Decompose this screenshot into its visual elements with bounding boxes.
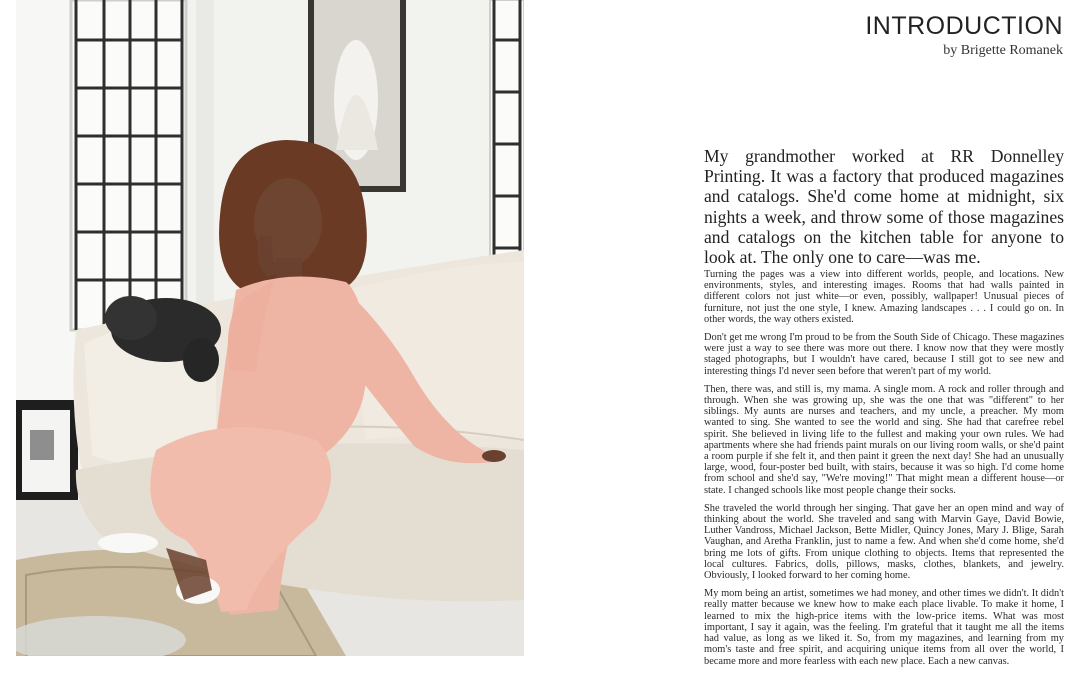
- window-right: [490, 0, 524, 270]
- page-title: INTRODUCTION: [865, 12, 1063, 40]
- author-byline: by Brigette Romanek: [943, 43, 1063, 58]
- article-body: [704, 269, 1064, 674]
- body-paragraph: Don't get me wrong I'm proud to be from the South Side of Chicago. These magazines were just a way to see there was more out there. I know now that they were mostly staged photographs, but I wouldn't have cared, because I still got to see new and interesting things I'd never seen before that weren't part of my world.: [704, 332, 1064, 377]
- body-paragraph: She traveled the world through her singing. That gave her an open mind and way of thinking about the world. She traveled and sang with Marvin Gaye, David Bowie, Luther Vandross, Michael Jackson, Bette Midler, Quincy Jones, Mary J. Blige, Sarah Vaughan, and Aretha Franklin, just to name a few. And when she'd come home, she'd bring me lots of gifts. From unique clothing to objects. Items that represented the local cultures. Fabrics, dolls, pillows, masks, clothes, blankets, and jewelry. Obviously, I looked forward to her coming home.: [704, 502, 1064, 582]
- body-paragraph: Turning the pages was a view into different worlds, people, and locations. New environments, styles, and interesting images. Rooms that had walls painted in different colors not just white—or even, possibly, wallpaper! Unusual pieces of furniture, not just the one style, I knew. Amazing landscapes . . . I could go on. In other words, the way others existed.: [704, 269, 1064, 325]
- portrait-photo: [16, 0, 524, 656]
- body-paragraph: My mom being an artist, sometimes we had money, and other times we didn't. It didn't really matter because we knew how to make each place livable. To make it home, I learned to mix the high-price items with the low-price items. What was most important, I say it again, was the feeling. I'm grateful that it taught me all the items had value, as long as we liked it. So, from my magazines, and learning from my mom's taste and free spirit, and acquiring unique items from all over the world, I became more and more fearless with each new place. Each a new canvas.: [704, 588, 1064, 667]
- body-paragraph: Then, there was, and still is, my mama. A single mom. A rock and roller through and through. When she was growing up, she was the one that was "different" to her siblings. My aunts are nurses and teachers, and my uncle, a preacher. My mom wanted to sing. She wanted to see the world and sing. She had that carefree rebel spirit. She believed in living life to the fullest and making your own rules. We had apartments where she had friends paint murals on our living room walls, or she'd paint a room purple if she felt it, and then paint it green the next day! She had an unusually large, wood, four-poster bed built, with stairs, because it was so high. I'd come home from school and she'd say, "We're moving!" That might mean a different house—or state. I changed schools like most people change their socks.: [704, 383, 1064, 496]
- lead-paragraph: My grandmother worked at RR Donnelley Printing. It was a factory that produced magazines and catalogs. She'd come home at midnight, six nights a week, and throw some of those magazines and catalogs on the kitchen table for anyone to look at. The only one to care—was me.: [704, 146, 1064, 268]
- floor-frame: [16, 400, 78, 502]
